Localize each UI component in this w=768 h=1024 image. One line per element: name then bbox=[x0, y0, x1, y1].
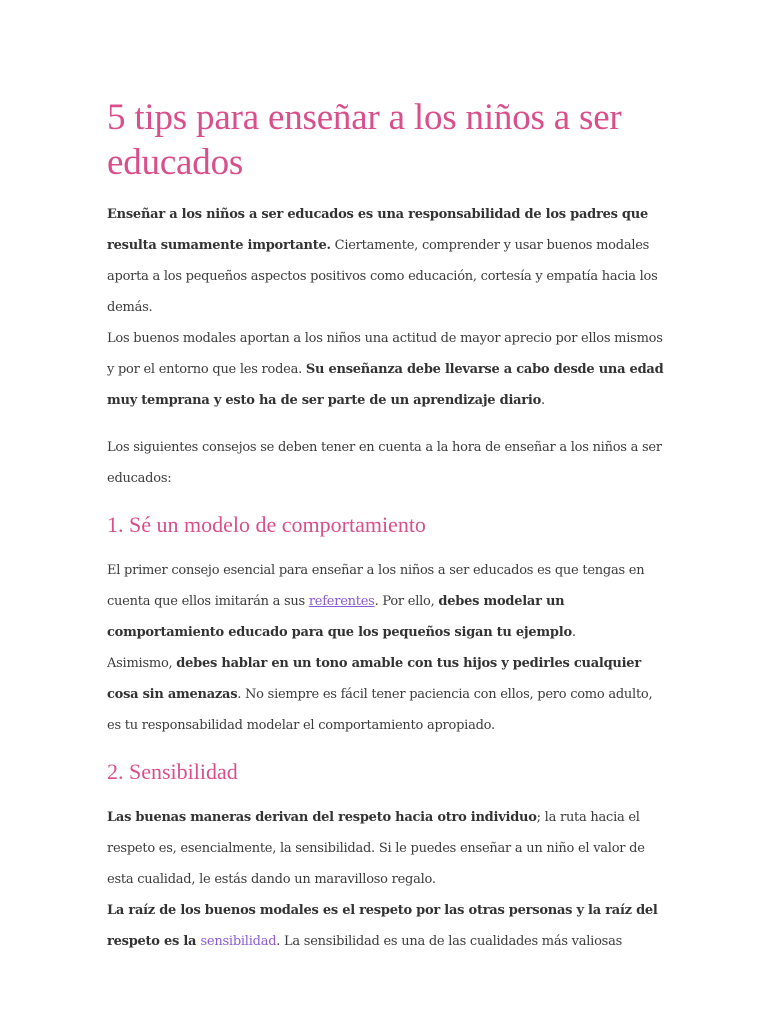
intro-text: . bbox=[541, 393, 545, 408]
intro-paragraph-1 bbox=[107, 199, 667, 323]
section2-emphasis: Las buenas maneras derivan del respeto hacia otro individuo bbox=[107, 810, 537, 825]
article-body bbox=[107, 95, 667, 957]
intro-paragraph-2 bbox=[107, 323, 667, 416]
section-heading-1: 1. Sé un modelo de comportamiento bbox=[107, 512, 426, 537]
intro-emphasis: Enseñar a los niños a ser educados es una responsabilidad de los padres que resulta sumamente importante. bbox=[107, 207, 648, 253]
section2-emphasis: La raíz de los buenos modales es el respeto por las otras personas y la raíz del respeto es la bbox=[107, 903, 658, 949]
intro-text: Los buenos modales aportan a los niños una actitud de mayor aprecio por ellos mismos y por el entorno que les rodea. bbox=[107, 331, 663, 377]
intro-emphasis: Su enseñanza debe llevarse a cabo desde una edad muy temprana y esto ha de ser parte de un aprendizaje diario bbox=[107, 362, 664, 408]
section1-emphasis: debes hablar en un tono amable con tus hijos y pedirles cualquier cosa sin amenazas bbox=[107, 656, 641, 702]
section1-text: . bbox=[571, 625, 576, 640]
section-heading-2: 2. Sensibilidad bbox=[107, 759, 238, 784]
section1-paragraph-2 bbox=[107, 648, 667, 741]
section2-text: ; la ruta hacia el respeto es, esencialmente, la sensibilidad. Si le puedes enseñar a un niño el valor de esta cualidad, le estás dando un maravilloso regalo. bbox=[107, 810, 645, 887]
referentes-link[interactable]: referentes bbox=[308, 594, 375, 609]
page-title: 5 tips para enseñar a los niños a ser educados bbox=[107, 97, 622, 183]
section1-emphasis: debes modelar un comportamiento educado para que los pequeños sigan tu ejemplo bbox=[107, 594, 572, 640]
section1-paragraph-1 bbox=[107, 555, 667, 648]
intro-text: Ciertamente, comprender y usar buenos modales aporta a los pequeños aspectos positivos como educación, cortesía y empatía hacia los demás. bbox=[107, 238, 658, 315]
section2-text: . La sensibilidad es una de las cualidades más valiosas bbox=[276, 934, 623, 949]
section1-text: Asimismo, bbox=[107, 656, 177, 671]
section1-text: . Por ello, bbox=[374, 594, 439, 609]
section2-paragraph-1 bbox=[107, 802, 667, 895]
sensibilidad-link[interactable]: sensibilidad bbox=[200, 934, 277, 949]
section2-paragraph-2 bbox=[107, 895, 667, 957]
intro-paragraph-3: Los siguientes consejos se deben tener en cuenta a la hora de enseñar a los niños a ser educados: bbox=[107, 440, 662, 486]
section1-text: El primer consejo esencial para enseñar a los niños a ser educados es que tengas en cuenta que ellos imitarán a sus bbox=[107, 563, 645, 609]
section1-text: . No siempre es fácil tener paciencia con ellos, pero como adulto, es tu responsabilidad modelar el comportamiento apropiado. bbox=[107, 687, 653, 733]
